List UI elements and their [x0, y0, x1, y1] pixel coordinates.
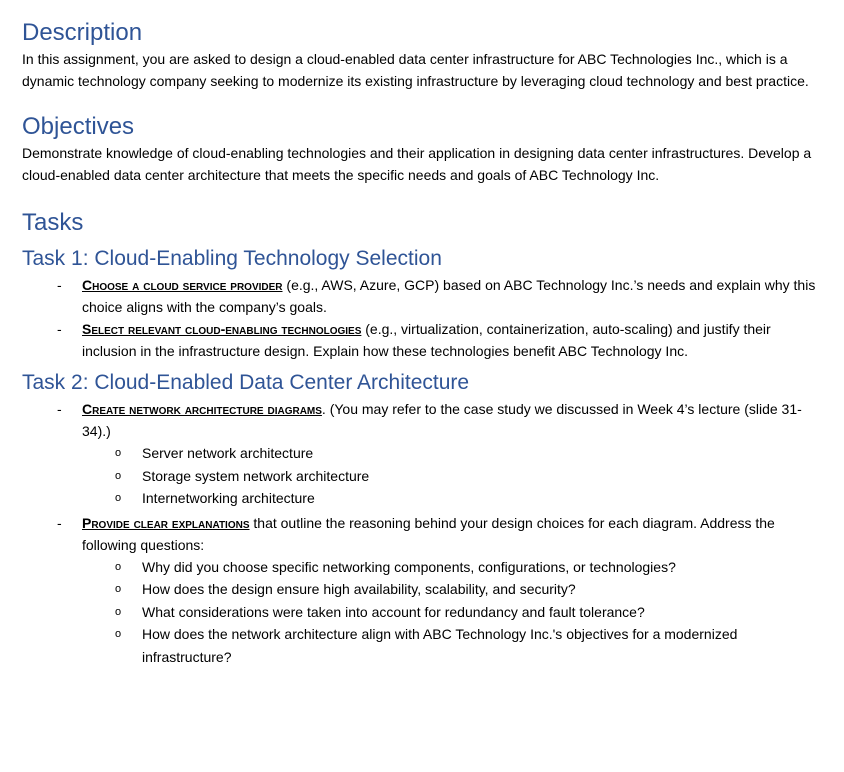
description-heading: Description [22, 19, 143, 46]
circle-bullet: o [115, 492, 122, 504]
sub-item-text: Storage system network architecture [142, 467, 370, 484]
sub-item-text: What considerations were taken into account for redundancy and fault tolerance? [142, 603, 645, 620]
sub-item-text: Why did you choose specific networking components, configurations, or technologies? [142, 558, 676, 575]
task-highlight: Create network architecture diagrams [82, 401, 322, 417]
sub-list-item [22, 623, 822, 668]
circle-bullet: o [115, 605, 122, 618]
task-highlight: Choose a cloud service provider [82, 277, 283, 293]
task1-heading: Task 1: Cloud-Enabling Technology Selection [22, 247, 442, 270]
task-highlight: Select relevant cloud-enabling technologies [82, 321, 362, 337]
dash-bullet: - [57, 277, 62, 293]
sub-item-text: Server network architecture [142, 445, 314, 461]
circle-bullet: o [115, 469, 122, 482]
dash-bullet: - [57, 514, 62, 531]
objectives-text: Demonstrate knowledge of cloud-enabling technologies and their application in designing data center infrastructures. Develop a cloud-enabled data center architecture that meets the specific needs and goals of ABC Technology Inc. [22, 145, 812, 183]
circle-bullet: o [115, 447, 122, 459]
sub-list-item [22, 465, 822, 488]
tasks-heading: Tasks [22, 209, 84, 236]
task2-list [22, 398, 822, 442]
sub-item-text: How does the network architecture align with ABC Technology Inc.'s objectives for a modernized infrastructure? [142, 626, 738, 665]
dash-bullet: - [57, 401, 62, 417]
task2-section [22, 370, 822, 668]
questions-sublist [22, 556, 822, 669]
list-item [22, 318, 822, 362]
dash-bullet: - [57, 321, 62, 337]
list-item [22, 398, 822, 442]
task-text: (e.g., virtualization, containerization, auto-scaling) and justify their inclusion in the infrastructure design. Explain how these technologies benefit ABC Technology Inc. [82, 321, 771, 359]
task1-list [22, 274, 822, 362]
task-text: . (You may refer to the case study we discussed in Week 4’s lecture (slide 31-34).) [82, 401, 802, 439]
document [22, 18, 822, 668]
description-text: In this assignment, you are asked to design a cloud-enabled data center infrastructure for ABC Technologies Inc., which is a dynamic technology company seeking to modernize its existing infrastructure by leveraging cloud technology and best practice. [22, 51, 809, 89]
circle-bullet: o [115, 628, 122, 640]
tasks-section [22, 208, 822, 668]
task1-section [22, 246, 822, 362]
sub-list-item [22, 442, 822, 465]
diagram-sublist [22, 442, 822, 510]
sub-list-item [22, 601, 822, 624]
sub-list-item [22, 556, 822, 579]
list-item [22, 512, 822, 556]
circle-bullet: o [115, 560, 122, 573]
task2-heading: Task 2: Cloud-Enabled Data Center Architecture [22, 371, 470, 394]
objectives-section [22, 112, 822, 186]
task-text: (e.g., AWS, Azure, GCP) based on ABC Technology Inc.’s needs and explain why this choice aligns with the company’s goals. [82, 277, 816, 315]
task-text: that outline the reasoning behind your design choices for each diagram. Address the following questions: [82, 514, 775, 553]
list-item [22, 274, 822, 318]
objectives-heading: Objectives [22, 113, 135, 140]
description-section [22, 18, 822, 92]
sub-item-text: How does the design ensure high availability, scalability, and security? [142, 581, 576, 597]
sub-item-text: Internetworking architecture [142, 490, 315, 506]
circle-bullet: o [115, 583, 122, 595]
sub-list-item [22, 487, 822, 510]
task-highlight: Provide clear explanations [82, 514, 250, 531]
task2-list-continued [22, 512, 822, 556]
sub-list-item [22, 578, 822, 601]
